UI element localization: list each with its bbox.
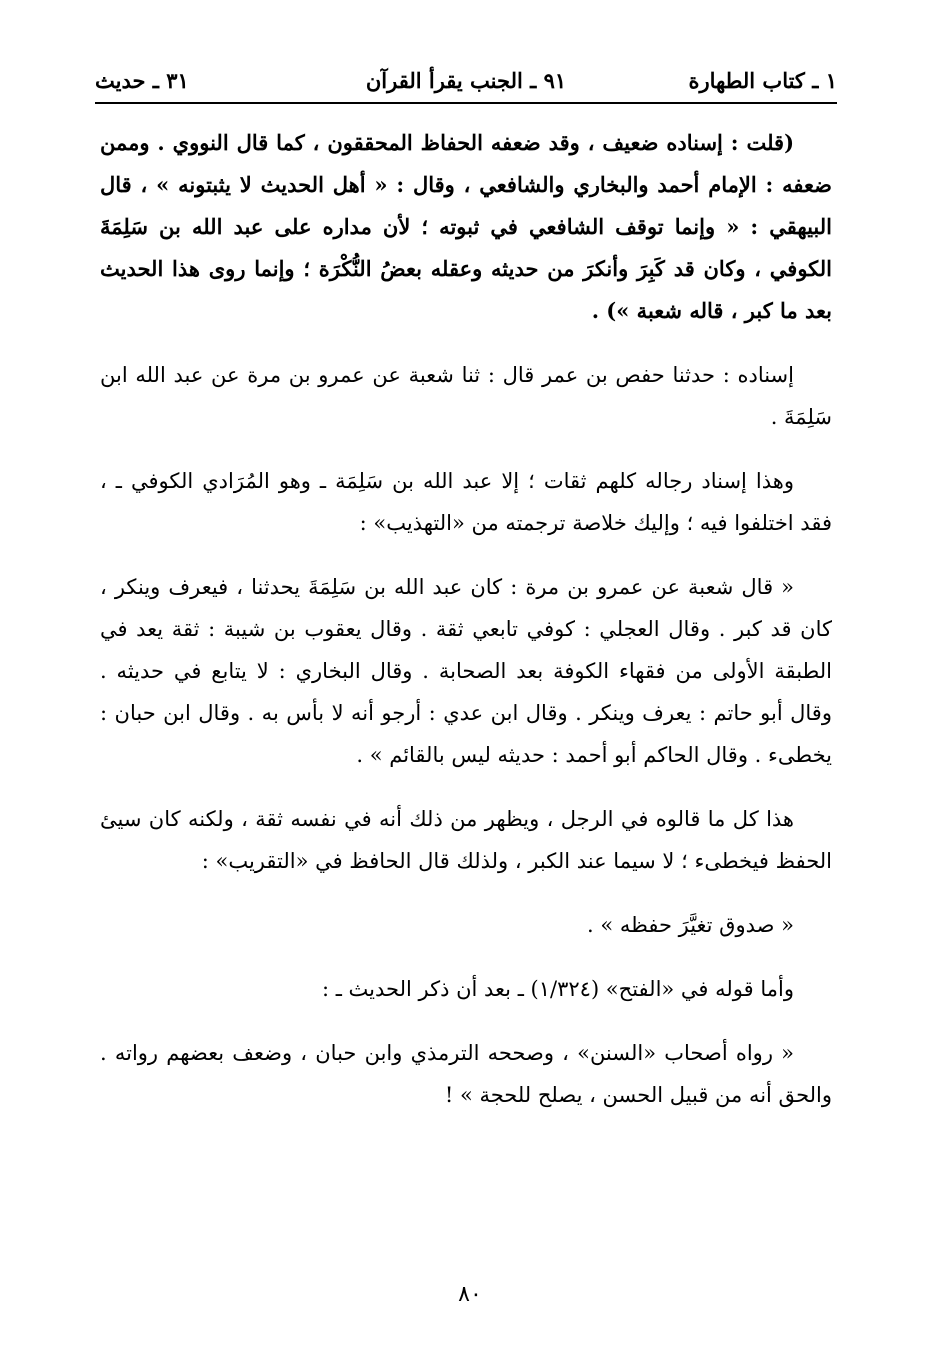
page-number: ٨٠	[458, 1282, 482, 1307]
header-rule	[95, 102, 837, 104]
paragraph-taqrib-quote: « صدوق تغيَّرَ حفظه » .	[586, 913, 794, 937]
paragraph-tahdhib-quote: « قال شعبة عن عمرو بن مرة : كان عبد الله بن سَلِمَةَ يحدثنا ، فيعرف وينكر ، كان قد كبر . وقال العجلي : كوفي تابعي ثقة . وقال يعقوب بن شيبة : ثقة يعد في الطبقة الأولى من فقهاء الكوفة بعد الصحابة . وقال البخاري : لا يتابع في حديثه . وقال أبو حاتم : يعرف وينكر . وقال ابن عدي : أرجو أنه لا بأس به . وقال ابن حبان : يخطىء . وقال الحاكم أبو أحمد : حديثه ليس بالقائم » .	[100, 575, 832, 767]
paragraph-isnad: إسناده : حدثنا حفص بن عمر قال : ثنا شعبة عن عمرو بن مرة عن عبد الله ابن سَلِمَةَ .	[100, 363, 832, 429]
paragraph-narrators: وهذا إسناد رجاله كلهم ثقات ؛ إلا عبد الله بن سَلِمَة ـ وهو المُرَادي الكوفي ـ ، فقد اختلفوا فيه ؛ وإليك خلاصة ترجمته من «التهذيب» :	[100, 469, 832, 535]
header-book-title: ١ ـ كتاب الطهارة	[688, 68, 837, 93]
paragraph-fath-quote: « رواه أصحاب «السنن» ، وصححه الترمذي وابن حبان ، وضعف بعضهم رواته . والحق أنه من قبيل الحسن ، يصلح للحجة » !	[100, 1041, 832, 1107]
header-chapter-title: ٩١ ـ الجنب يقرأ القرآن	[365, 68, 567, 93]
header-hadith-number: ٣١ ـ حديث	[95, 68, 189, 93]
page-body	[100, 122, 832, 1138]
running-header	[95, 62, 837, 102]
paragraph-fath-intro: وأما قوله في «الفتح» (١/٣٢٤) ـ بعد أن ذكر الحديث ـ :	[321, 977, 794, 1001]
paragraph-conclusion: هذا كل ما قالوه في الرجل ، ويظهر من ذلك أنه في نفسه ثقة ، ولكنه كان سيئ الحفظ فيخطىء ؛ لا سيما عند الكبر ، ولذلك قال الحافظ في «التقريب» :	[100, 807, 832, 873]
paragraph-commentary: (قلت : إسناده ضعيف ، وقد ضعفه الحفاظ المحققون ، كما قال النووي . وممن ضعفه : الإمام أحمد والبخاري والشافعي ، وقال : « أهل الحديث لا يثبتونه » ، قال البيهقي : « وإنما توقف الشافعي في ثبوته ؛ لأن مداره على عبد الله بن سَلِمَةَ الكوفي ، وكان قد كَبِرَ وأنكرَ من حديثه وعقله بعضُ النُّكْرَة ؛ وإنما روى هذا الحديث بعد ما كبر ، قاله شعبة ») .	[100, 130, 832, 323]
